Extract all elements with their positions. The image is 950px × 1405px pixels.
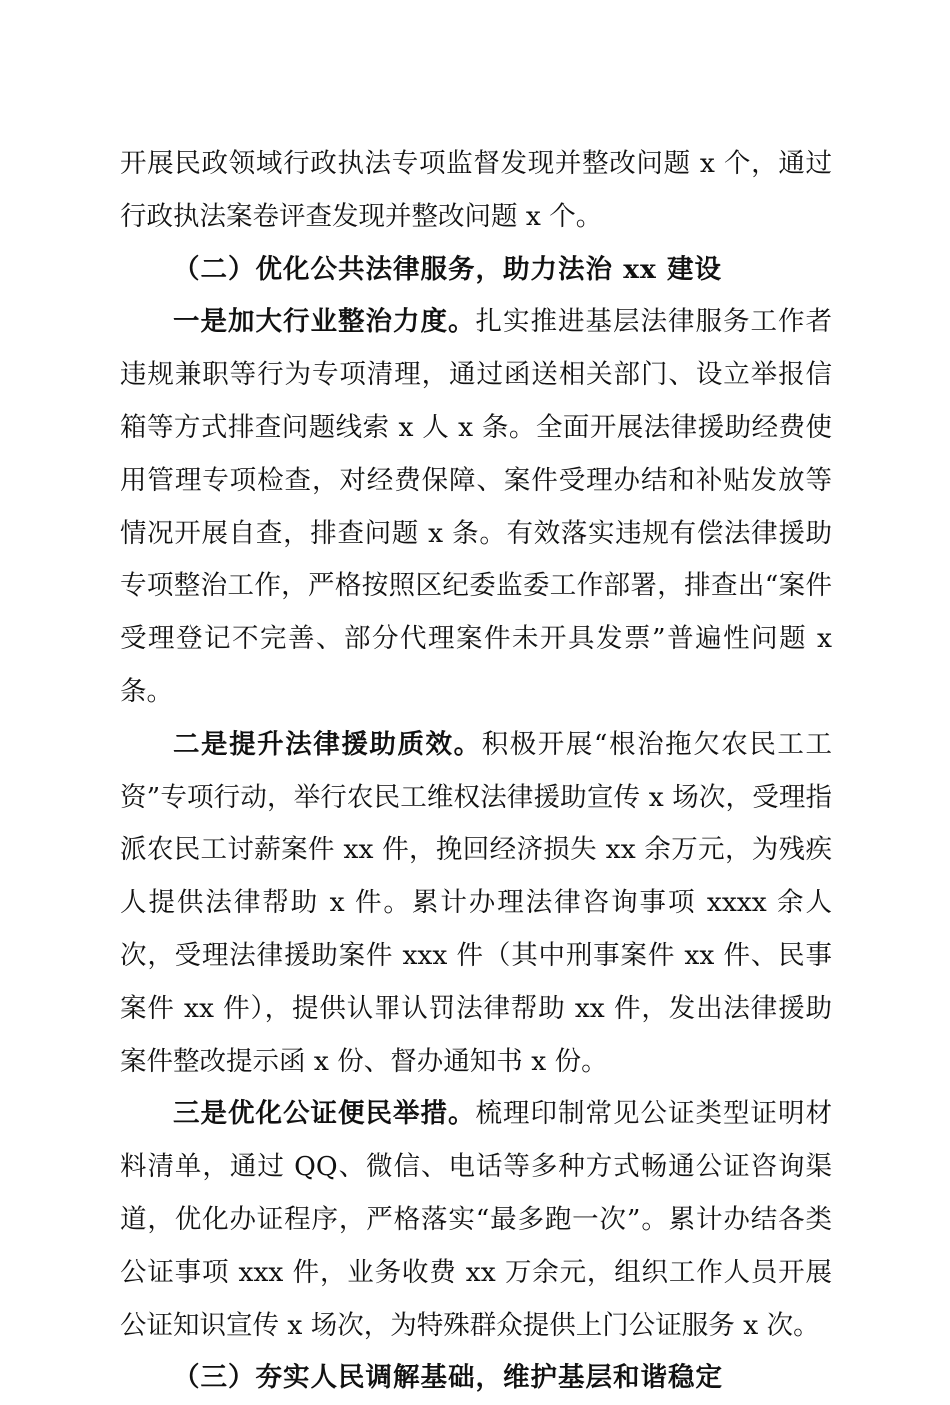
section-heading-3: （三）夯实人民调解基础，维护基层和谐稳定	[173, 1362, 723, 1394]
paragraph-body: 梳理印制常见公证类型证明材料清单，通过 QQ、微信、电话等多种方式畅通公证咨询渠道，优化办证程序，严格落实“最多跑一次”。累计办结各类公证事项 xxx 件，业务收费 xx 万余元，组织工作人员开展公证知识宣传 x 场次，为特殊群众提供上门公证服务 x 次。	[120, 1098, 832, 1341]
paragraph-lead: 一是加大行业整治力度。	[173, 306, 476, 338]
paragraph-notary	[120, 1088, 832, 1352]
paragraph-body: 扎实推进基层法律服务工作者违规兼职等行为专项清理，通过函送相关部门、设立举报信箱等方式排查问题线索 x 人 x 条。全面开展法律援助经费使用管理专项检查，对经费保障、案件受理办结和补贴发放等情况开展自查，排查问题 x 条。有效落实违规有偿法律援助专项整治工作，严格按照区纪委监委工作部署，排查出“案件受理登记不完善、部分代理案件未开具发票”普遍性问题 x 条。	[120, 306, 832, 707]
paragraph-industry-rectification	[120, 296, 832, 718]
document-body	[120, 138, 832, 1405]
paragraph-lead: 三是优化公证便民举措。	[173, 1098, 476, 1130]
paragraph-continuation: 开展民政领域行政执法专项监督发现并整改问题 x 个，通过行政执法案卷评查发现并整改问题 x 个。	[120, 148, 832, 232]
paragraph-body: 积极开展“根治拖欠农民工工资”专项行动，举行农民工维权法律援助宣传 x 场次，受理指派农民工讨薪案件 xx 件，挽回经济损失 xx 余万元，为残疾人提供法律帮助 x 件。累计办理法律咨询事项 xxxx 余人次，受理法律援助案件 xxx 件（其中刑事案件 xx 件、民事案件 xx 件），提供认罪认罚法律帮助 xx 件，发出法律援助案件整改提示函 x 份、督办通知书 x 份。	[120, 728, 832, 1077]
paragraph-legal-aid	[120, 719, 832, 1089]
section-heading-2: （二）优化公共法律服务，助力法治 xx 建设	[173, 253, 723, 285]
paragraph-lead: 二是提升法律援助质效。	[173, 728, 482, 760]
